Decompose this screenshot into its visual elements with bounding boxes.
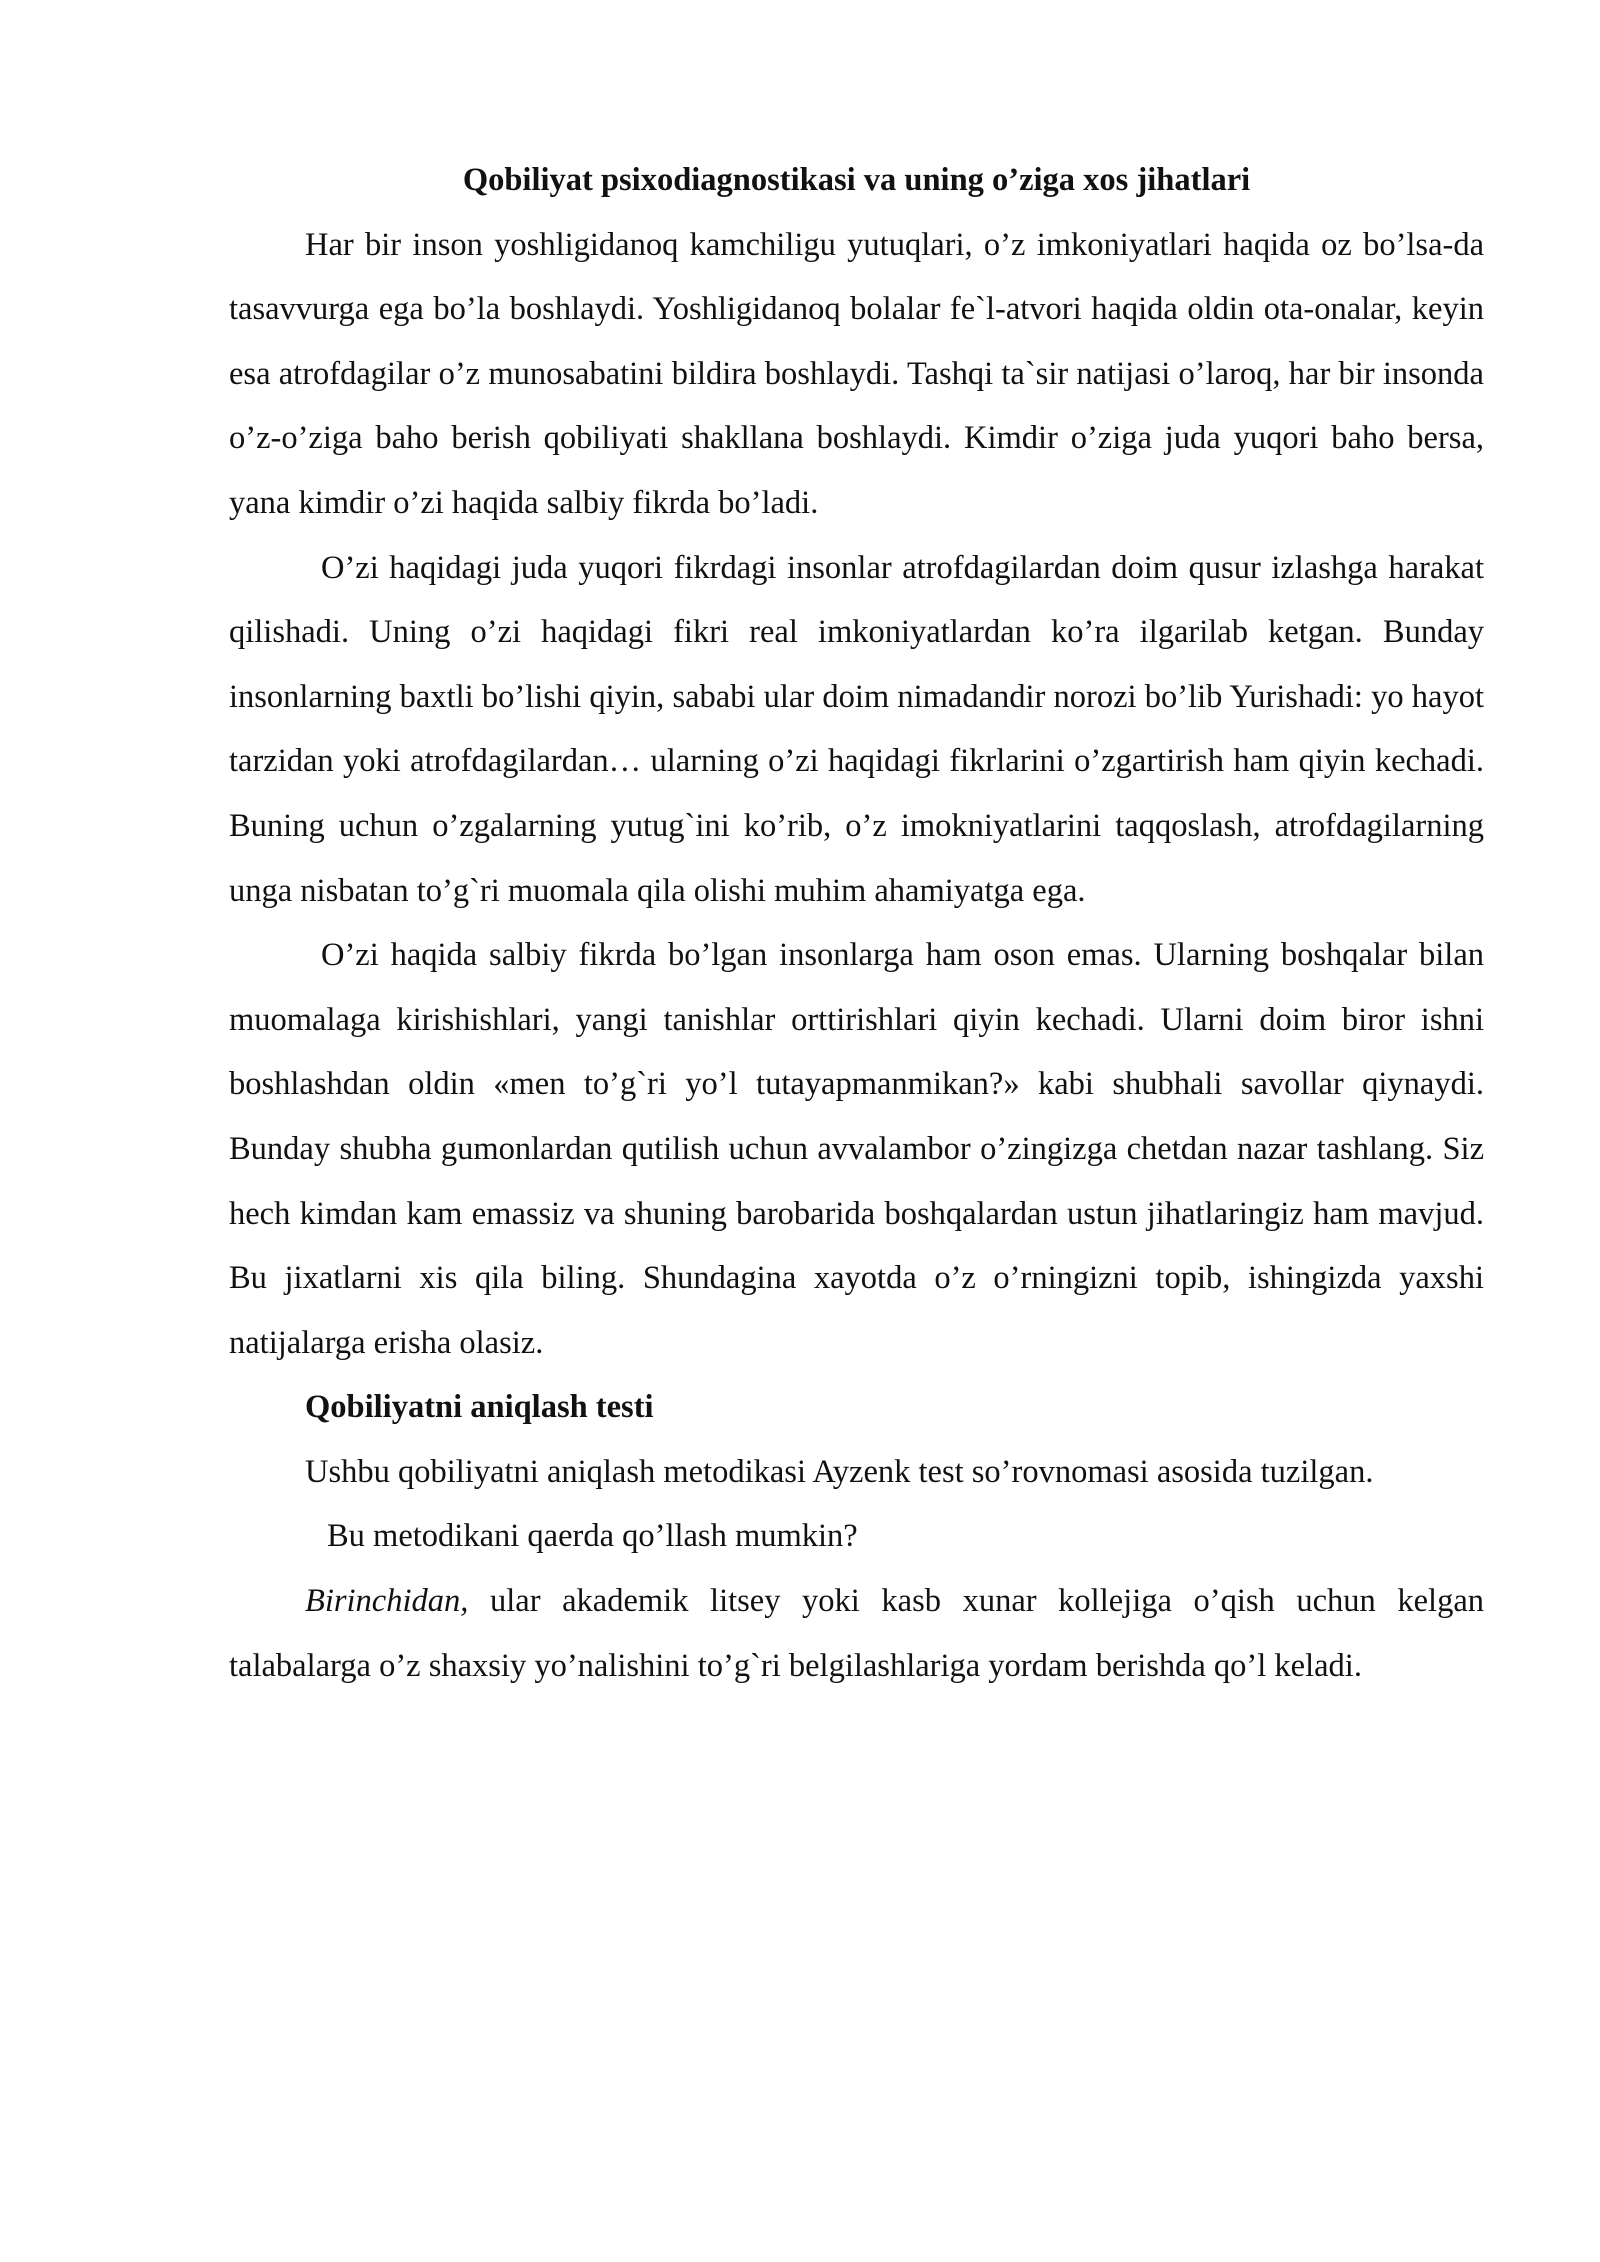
paragraph-low-self-opinion: O’zi haqida salbiy fikrda bo’lgan insonlarga ham oson emas. Ularning boshqalar bilan muomalaga kirishishlari, yangi tanishlar orttirishlari qiyin kechadi. Ularni doim biror ishni boshlashdan oldin «men to’g`ri yo’l tutayapmanmikan?» kabi shubhali savollar qiynaydi. Bunday shubha gumonlardan qutilish uchun avvalambor o’zingizga chetdan nazar tashlang. Siz hech kimdan kam emassiz va shuning barobarida boshqalardan ustun jihatlaringiz ham mavjud. Bu jixatlarni xis qila biling. Shundagina xayotda o’z o’rningizni topib, ishingizda yaxshi natijalarga erisha olasiz.	[229, 937, 1484, 1361]
paragraph-test-description: Ushbu qobiliyatni aniqlash metodikasi Ayzenk test so’rovnomasi asosida tuzilgan.	[305, 1453, 1374, 1490]
paragraph-first-usage-text: ular akademik litsey yoki kasb xunar kollejiga o’qish uchun kelgan talabalarga o’z shaxsiy yo’nalishini to’g`ri belgilashlariga yordam berishda qo’l keladi.	[229, 1583, 1484, 1684]
paragraph-self-assessment: Har bir inson yoshligidanoq kamchiligu yutuqlari, o’z imkoniyatlari haqida oz bo’lsa-da tasavvurga ega bo’la boshlaydi. Yoshligidanoq bolalar fe`l-atvori haqida oldin ota-onalar, keyin esa atrofdagilar o’z munosabatini bildira boshlaydi. Tashqi ta`sir natijasi o’laroq, har bir insonda o’z-o’ziga baho berish qobiliyati shakllana boshlaydi. Kimdir o’ziga juda yuqori baho bersa, yana kimdir o’zi haqida salbiy fikrda bo’ladi.	[229, 226, 1484, 521]
document-page	[229, 148, 1484, 1698]
italic-lead-word: Birinchidan,	[305, 1583, 469, 1620]
paragraph-high-self-opinion: O’zi haqidagi juda yuqori fikrdagi insonlar atrofdagilardan doim qusur izlashga harakat qilishadi. Uning o’zi haqidagi fikri real imkoniyatlardan ko’ra ilgarilab ketgan. Bunday insonlarning baxtli bo’lishi qiyin, sababi ular doim nimadandir norozi bo’lib Yurishadi: yo hayot tarzidan yoki atrofdagilardan… ularning o’zi haqidagi fikrlarini o’zgartirish ham qiyin kechadi. Buning uchun o’zgalarning yutug`ini ko’rib, o’z imokniyatlarini taqqoslash, atrofdagilarning unga nisbatan to’g`ri muomala qila olishi muhim ahamiyatga ega.	[229, 549, 1484, 909]
document-title: Qobiliyat psixodiagnostikasi va uning o’ziga xos jihatlari	[462, 162, 1251, 198]
section-heading: Qobiliyatni aniqlash testi	[305, 1389, 654, 1426]
paragraph-first-usage	[229, 1569, 1484, 1698]
question-line: Bu metodikani qaerda qo’llash mumkin?	[327, 1518, 858, 1555]
